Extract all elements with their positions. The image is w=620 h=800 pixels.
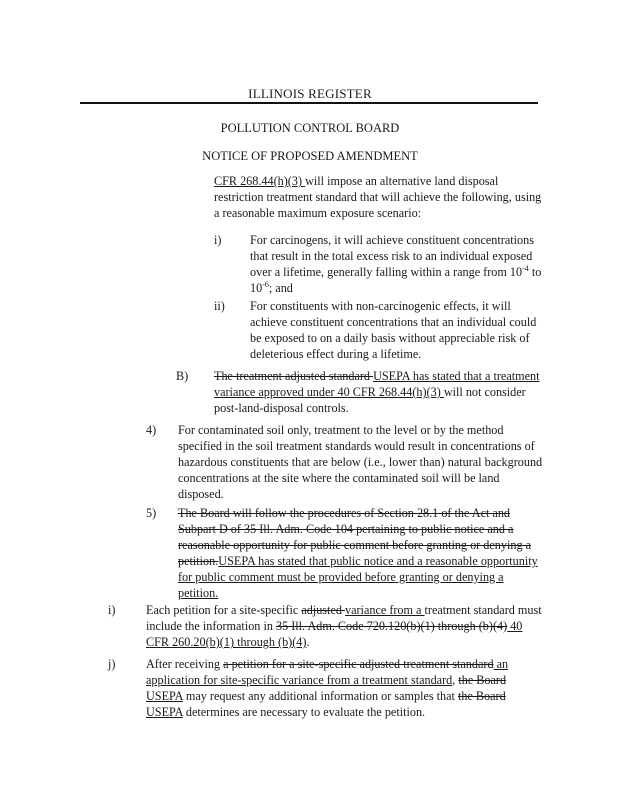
deleted-text: the Board (457, 689, 506, 703)
deleted-text: adjusted (301, 603, 345, 617)
paragraph-text: For contaminated soil only, treatment to the level or by the method specified in the soil treatment standards would result in concentrations of hazardous constituents that are below (i.e., lower than) natural background concentrations at the site where the contaminated soil will be land disposed. (178, 423, 543, 501)
contaminated-soil-paragraph (178, 422, 544, 502)
amended-text: 40 CFR 260.20(b)(1) through (b)(4) (146, 619, 523, 649)
item-label: 4) (146, 423, 157, 437)
board-title: POLLUTION CONTROL BOARD (220, 121, 400, 135)
item-label: i) (214, 233, 222, 247)
deleted-text: 35 Ill. Adm. Code 720.120(b)(1) through (b)(4) (275, 619, 508, 633)
paragraph-text: After receiving (146, 657, 224, 671)
item-label: B) (176, 369, 189, 383)
item-label: j) (108, 657, 116, 671)
register-title: ILLINOIS REGISTER (248, 86, 372, 101)
paragraph-text: treatment standard must include the information in (146, 603, 542, 633)
paragraph-text: , (452, 673, 459, 687)
paragraph-text: For carcinogens, it will achieve constituent concentrations that result in the total excess risk to an individual exposed over a lifetime, generally falling within a range from 10 (250, 233, 534, 279)
item-label: ii) (214, 299, 225, 313)
amended-text: USEPA (146, 689, 183, 703)
exponent: -4 (522, 263, 529, 273)
paragraph-text: may request any additional information or samples that (182, 689, 458, 703)
paragraph-text: will impose an alternative land disposal restriction treatment standard that will achieve the following, using a reasonable maximum exposure scenario: (214, 174, 542, 220)
public-notice-paragraph (178, 505, 544, 601)
paragraph-text: determines are necessary to evaluate the petition. (182, 705, 426, 719)
paragraph-text: Each petition for a site-specific (146, 603, 302, 617)
continuation-paragraph (214, 173, 544, 221)
amended-text: variance from a (345, 603, 425, 617)
paragraph-text: to 10 (250, 265, 542, 295)
deleted-text: the Board (458, 673, 507, 687)
deleted-text: a petition for a site-specific adjusted treatment standard (223, 657, 494, 671)
carcinogens-paragraph (250, 232, 544, 296)
notice-title: NOTICE OF PROPOSED AMENDMENT (202, 149, 418, 163)
paragraph-text: ; and (268, 281, 293, 295)
deleted-text: The treatment adjusted standard (214, 369, 374, 383)
item-label: i) (108, 603, 116, 617)
amended-text: USEPA (146, 705, 183, 719)
non-carcinogenic-paragraph (250, 298, 544, 362)
exponent: -6 (262, 279, 269, 289)
petition-information-paragraph (146, 602, 544, 650)
item-label: 5) (146, 506, 157, 520)
paragraph-text: For constituents with non-carcinogenic effects, it will achieve constituent concentrations that an individual could be exposed to on a daily basis without appreciable risk of deleterious effect during a lifetime. (250, 299, 537, 361)
header-rule (80, 102, 538, 104)
additional-information-paragraph (146, 656, 544, 720)
deleted-text: The Board will follow the procedures of Section 28.1 of the Act and Subpart D of 35 Ill. Adm. Code 104 pertaining to public notice and a reasonable opportunity for public comment before granting or denying a petition. (178, 506, 531, 568)
treatment-variance-paragraph (214, 368, 544, 416)
amended-text: an application for site-specific variance from a treatment standard (146, 657, 509, 687)
amended-text: USEPA has stated that public notice and a reasonable opportunity for public comment must be provided before granting or denying a petition. (178, 554, 538, 600)
paragraph-text: will not consider post-land-disposal controls. (214, 385, 526, 415)
amended-text: CFR 268.44(h)(3) (214, 174, 306, 188)
amended-text: USEPA has stated that a treatment variance approved under 40 CFR 268.44(h)(3) (214, 369, 540, 399)
paragraph-text: . (306, 635, 310, 649)
